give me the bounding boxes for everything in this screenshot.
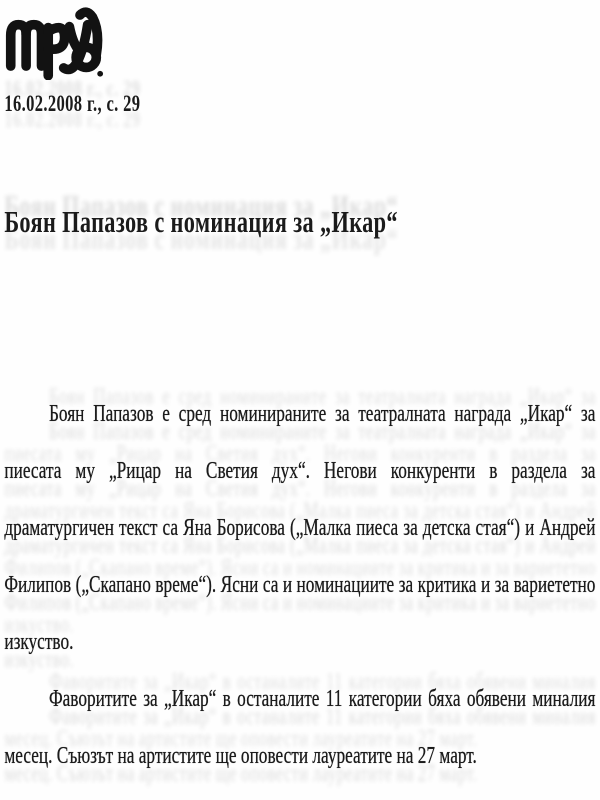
dateline: 16.02.2008 г., с. 29 bbox=[4, 91, 141, 116]
article-paragraph-2: Фаворитите за „Икар“ в останалите 11 категории бяха обявени миналия месец. Съюзът на артистите ще оповести лауреатите на 27 март. bbox=[4, 686, 596, 769]
article-body bbox=[4, 386, 595, 785]
article-paragraph-1: Боян Папазов е сред номинираните за театралната награда „Икар“ за пиесата му „Рицар на Светия дух“. Негови конкуренти в раздела за драматургичен текст са Яна Борисова („Малка пиеса за детска стая“) и Андрей Филипов („Скапано време“). Ясни са и номинациите за критика и за вариететно изкуство. bbox=[4, 401, 596, 655]
article-headline: Боян Папазов с номинация за „Икар“ bbox=[4, 204, 398, 239]
